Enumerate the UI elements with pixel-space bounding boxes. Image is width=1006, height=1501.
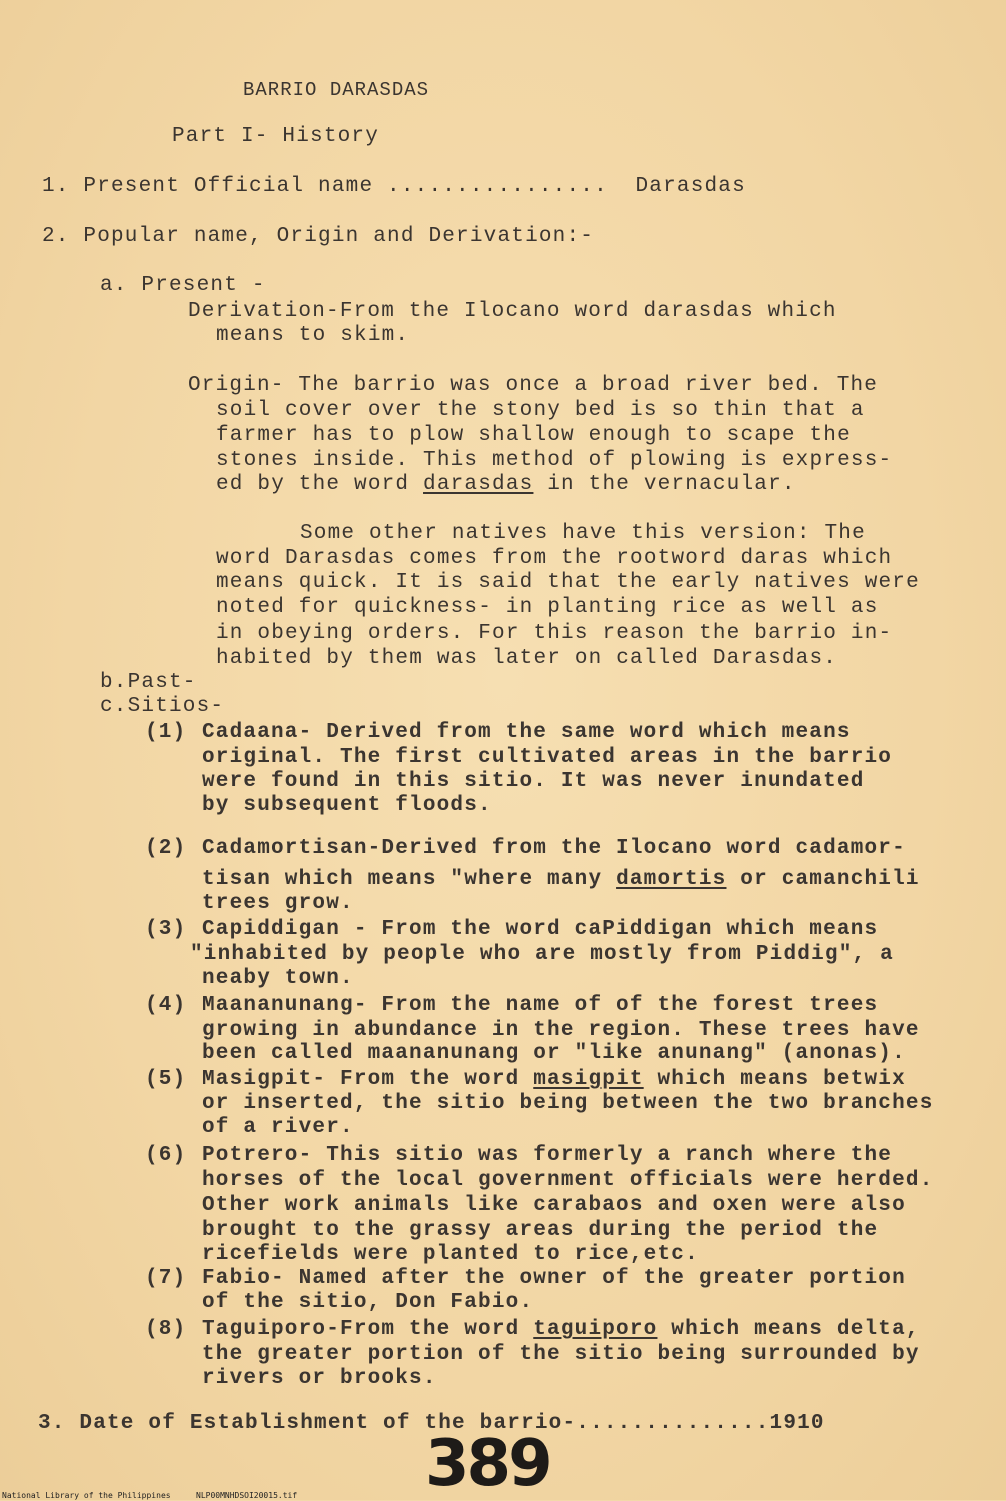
sitio-number: (4) (145, 994, 187, 1017)
sitio-text: Masigpit- From the word (202, 1068, 534, 1091)
sitio-line: rivers or brooks. (202, 1367, 437, 1390)
sitio-line: brought to the grassy areas during the period the (202, 1219, 879, 1242)
sitio-line: the greater portion of the sitio being surrounded by (202, 1343, 920, 1366)
underlined-term: taguiporo (533, 1318, 658, 1341)
sitio-line: horses of the local government officials were herded. (202, 1169, 934, 1192)
establishment-value: 1910 (769, 1412, 825, 1435)
official-name-value: Darasdas (635, 175, 746, 198)
sitio-text: tisan which means "where many (202, 868, 617, 891)
sitio-number: (5) (145, 1068, 187, 1091)
origin-line: stones inside. This method of plowing is express- (216, 449, 893, 472)
sitio-line: trees grow. (202, 892, 354, 915)
sitio-line: original. The first cultivated areas in the barrio (202, 746, 893, 769)
sitio-line: were found in this sitio. It was never inundated (202, 770, 865, 793)
sitio-number: (1) (145, 721, 187, 744)
sitio-line: of the sitio, Don Fabio. (202, 1291, 534, 1314)
sitio-capiddigan: Capiddigan - From the word caPiddigan which means (202, 918, 879, 941)
sitio-line: by subsequent floods. (202, 794, 492, 817)
sitio-taguiporo (202, 1318, 920, 1342)
version-line: means quick. It is said that the early natives were (216, 571, 920, 594)
popular-name-heading: 2. Popular name, Origin and Derivation:- (42, 225, 595, 248)
origin-line (216, 473, 796, 497)
sitio-line: ricefields were planted to rice,etc. (202, 1243, 699, 1266)
sitios-label: c.Sitios- (100, 695, 225, 718)
official-name-line (42, 175, 746, 199)
sitio-text: which means betwix (643, 1068, 906, 1091)
sitio-cadamortisan: Cadamortisan-Derived from the Ilocano word cadamor- (202, 837, 906, 860)
document-title: BARRIO DARASDAS (243, 79, 430, 101)
version-line: in obeying orders. For this reason the barrio in- (216, 622, 893, 645)
sitio-text: Taguiporo-From the word (202, 1318, 534, 1341)
sitio-number: (2) (145, 837, 187, 860)
origin-text: ed by the word (216, 473, 424, 496)
origin-line: Origin- The barrio was once a broad river bed. The (188, 374, 879, 397)
part-heading: Part I- History (172, 125, 380, 148)
footer-library: National Library of the Philippines (2, 1491, 171, 1500)
sitio-masigpit (202, 1068, 906, 1092)
sitio-text: or camanchili (726, 868, 920, 891)
sitio-number: (3) (145, 918, 187, 941)
sitio-fabio: Fabio- Named after the owner of the greater portion (202, 1267, 906, 1290)
page-number: 389 (425, 1427, 550, 1501)
sitio-number: (7) (145, 1267, 187, 1290)
sitio-line: "inhabited by people who are mostly from Piddig", a (190, 943, 894, 966)
official-name-label: 1. Present Official name ................ (42, 175, 608, 198)
sitio-cadaana: Cadaana- Derived from the same word which means (202, 721, 851, 744)
version-line: word Darasdas comes from the rootword daras which (216, 547, 893, 570)
underlined-term: darasdas (423, 473, 534, 496)
derivation-line: Derivation-From the Ilocano word darasdas which (188, 300, 837, 323)
origin-line: soil cover over the stony bed is so thin that a (216, 399, 865, 422)
sitio-text: which means delta, (657, 1318, 920, 1341)
underlined-term: masigpit (533, 1068, 644, 1091)
sitio-line (202, 868, 920, 892)
version-line: noted for quickness- in planting rice as well as (216, 596, 879, 619)
origin-line: farmer has to plow shallow enough to scape the (216, 424, 851, 447)
footer-filename: NLP00MNHDSOI20015.tif (196, 1491, 298, 1500)
present-label: a. Present - (100, 274, 266, 297)
sitio-line: of a river. (202, 1116, 354, 1139)
underlined-term: damortis (616, 868, 727, 891)
past-label: b.Past- (100, 671, 197, 694)
sitio-line: growing in abundance in the region. These trees have (202, 1019, 920, 1042)
derivation-line: means to skim. (216, 324, 410, 347)
version-line: Some other natives have this version: The (300, 522, 866, 545)
origin-text: in the vernacular. (533, 473, 796, 496)
sitio-line: neaby town. (202, 967, 354, 990)
sitio-line: been called maananunang or "like anunang" (anonas). (202, 1042, 906, 1065)
version-line: habited by them was later on called Darasdas. (216, 647, 838, 670)
sitio-line: or inserted, the sitio being between the two branches (202, 1092, 934, 1115)
sitio-potrero: Potrero- This sitio was formerly a ranch where the (202, 1144, 893, 1167)
establishment-label: 3. Date of Establishment of the barrio-.............. (38, 1412, 770, 1435)
sitio-number: (6) (145, 1144, 187, 1167)
sitio-maananunang: Maananunang- From the name of of the forest trees (202, 994, 879, 1017)
sitio-number: (8) (145, 1318, 187, 1341)
sitio-line: Other work animals like carabaos and oxen were also (202, 1194, 906, 1217)
